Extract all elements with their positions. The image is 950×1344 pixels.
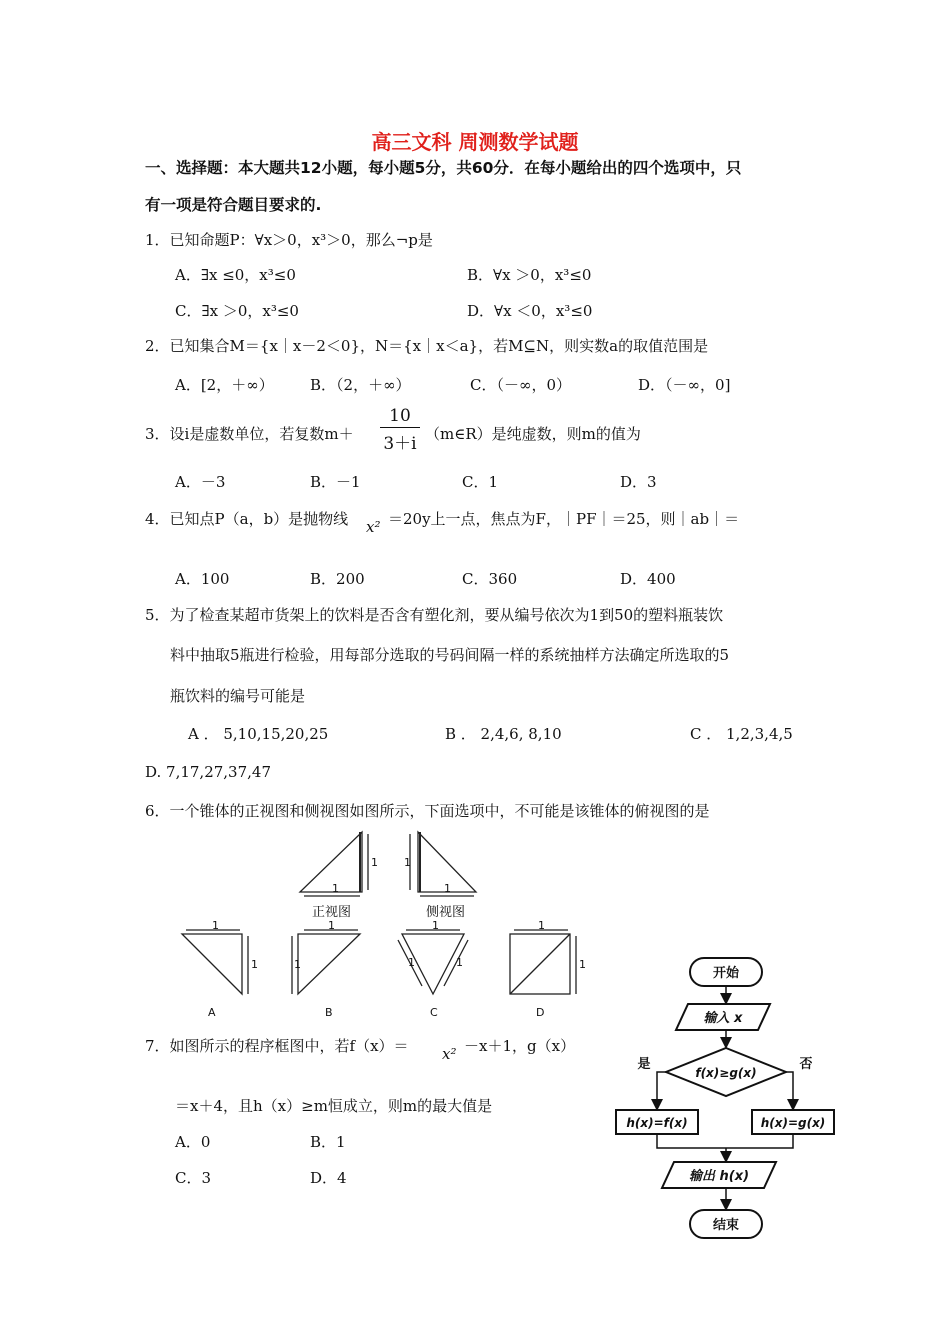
- option-a-view: [182, 930, 248, 994]
- question-7-x-squared: x²: [442, 1045, 457, 1063]
- fraction-numerator: 10: [380, 406, 420, 428]
- option-b-view: [292, 930, 360, 994]
- question-3-stem-pre: 3．设i是虚数单位，若复数m＋: [145, 425, 354, 443]
- side-view-caption: 侧视图: [426, 905, 466, 920]
- section-heading-line2: 有一项是符合题目要求的.: [145, 196, 322, 214]
- question-1-option-a: A．∃x ≤0，x³≤0: [175, 266, 296, 284]
- front-view-caption: 正视图: [312, 905, 352, 920]
- question-3-option-a: A．－3: [175, 473, 226, 491]
- flow-yes-label: 是: [637, 1057, 651, 1072]
- flow-right-box-label: h(x)=g(x): [760, 1116, 826, 1130]
- flow-condition-label: f(x)≥g(x): [695, 1066, 757, 1080]
- question-1-option-c: C．∃x ＞0，x³≤0: [175, 302, 299, 320]
- question-2-option-c: C．（－∞，0）: [470, 376, 572, 394]
- fraction-denominator: 3＋i: [383, 434, 417, 454]
- option-b-width-label: 1: [328, 919, 335, 932]
- question-2-option-a: A．[2，＋∞）: [175, 376, 274, 394]
- option-d-view: [510, 930, 576, 994]
- question-7-stem-pre: 7．如图所示的程序框图中，若f（x）＝: [145, 1037, 409, 1055]
- question-1-option-d: D．∀x ＜0，x³≤0: [467, 302, 593, 320]
- side-view-width-label: 1: [444, 882, 451, 895]
- question-3-stem-post: （m∈R）是纯虚数，则m的值为: [425, 425, 641, 443]
- question-4-option-b: B．200: [310, 570, 365, 588]
- question-4-stem-pre: 4．已知点P（a，b）是抛物线: [145, 510, 349, 528]
- option-d-height-label: 1: [579, 958, 586, 971]
- option-d-label: D: [536, 1006, 545, 1019]
- question-5-option-c: C ． 1,2,3,4,5: [690, 725, 793, 743]
- question-7-option-b: B．1: [310, 1133, 346, 1151]
- question-3-option-c: C．1: [462, 473, 499, 491]
- front-view-height-label: 1: [371, 856, 378, 869]
- question-6-stem: 6．一个锥体的正视图和侧视图如图所示，下面选项中，不可能是该锥体的俯视图的是: [145, 802, 710, 820]
- option-c-label: C: [430, 1006, 438, 1019]
- question-5-line3: 瓶饮料的编号可能是: [170, 687, 306, 705]
- option-b-height-label: 1: [294, 958, 301, 971]
- question-2-stem: 2．已知集合M＝{x｜x－2＜0}，N＝{x｜x＜a}，若M⊆N，则实数a的取值范围是: [145, 337, 709, 355]
- option-a-width-label: 1: [212, 919, 219, 932]
- question-3-option-d: D．3: [620, 473, 657, 491]
- section-heading-line1: 一、选择题：本大题共12小题，每小题5分，共60分．在每小题给出的四个选项中，只: [145, 159, 742, 177]
- question-7-line2: ＝x＋4，且h（x）≥m恒成立，则m的最大值是: [175, 1097, 493, 1115]
- question-5-line2: 料中抽取5瓶进行检验，用每部分选取的号码间隔一样的系统抽样方法确定所选取的5: [170, 646, 730, 664]
- question-2-option-d: D．（－∞，0]: [638, 376, 731, 394]
- question-1-stem: 1．已知命题P：∀x＞0，x³＞0，那么¬p是: [145, 231, 433, 249]
- question-5-option-a: A ． 5,10,15,20,25: [188, 725, 329, 743]
- question-7-option-d: D．4: [310, 1169, 347, 1187]
- side-view-height-label: 1: [404, 856, 411, 869]
- flow-no-label: 否: [799, 1057, 813, 1072]
- question-7-option-c: C．3: [175, 1169, 212, 1187]
- question-4-x-squared: x²: [366, 518, 381, 536]
- option-c-left-label: 1: [408, 956, 415, 969]
- flow-input-label: 输入 x: [703, 1011, 743, 1026]
- page-title: 高三文科 周测数学试题: [371, 130, 579, 154]
- question-3-option-b: B．－1: [310, 473, 361, 491]
- option-d-width-label: 1: [538, 919, 545, 932]
- question-4-option-c: C．360: [462, 570, 518, 588]
- question-4-stem-post: ＝20y上一点，焦点为F，｜PF｜＝25，则｜ab｜＝: [388, 510, 740, 528]
- flowchart: [610, 952, 842, 1244]
- flow-output-label: 输出 h(x): [688, 1169, 750, 1184]
- question-7-option-a: A．0: [175, 1133, 211, 1151]
- front-view-width-label: 1: [332, 882, 339, 895]
- option-a-height-label: 1: [251, 958, 258, 971]
- side-view: [410, 832, 476, 896]
- option-c-width-label: 1: [432, 919, 439, 932]
- option-b-label: B: [325, 1006, 333, 1019]
- option-c-right-label: 1: [456, 956, 463, 969]
- flow-start-label: 开始: [712, 966, 740, 981]
- question-4-option-a: A．100: [175, 570, 230, 588]
- question-3-fraction: [380, 406, 420, 454]
- question-5-option-b: B ． 2,4,6, 8,10: [445, 725, 562, 743]
- question-1-option-b: B．∀x ＞0，x³≤0: [467, 266, 592, 284]
- question-5-line1: 5．为了检查某超市货架上的饮料是否含有塑化剂，要从编号依次为1到50的塑料瓶装饮: [145, 606, 724, 624]
- flow-left-box-label: h(x)=f(x): [626, 1116, 688, 1130]
- question-4-option-d: D．400: [620, 570, 676, 588]
- option-a-label: A: [208, 1006, 216, 1019]
- question-7-stem-post: －x＋1，g（x）: [464, 1037, 576, 1055]
- question-2-option-b: B．（2，＋∞）: [310, 376, 411, 394]
- three-view-figure: [170, 826, 590, 1022]
- question-5-option-d: D. 7,17,27,37,47: [145, 763, 271, 781]
- flow-end-label: 结束: [712, 1218, 740, 1233]
